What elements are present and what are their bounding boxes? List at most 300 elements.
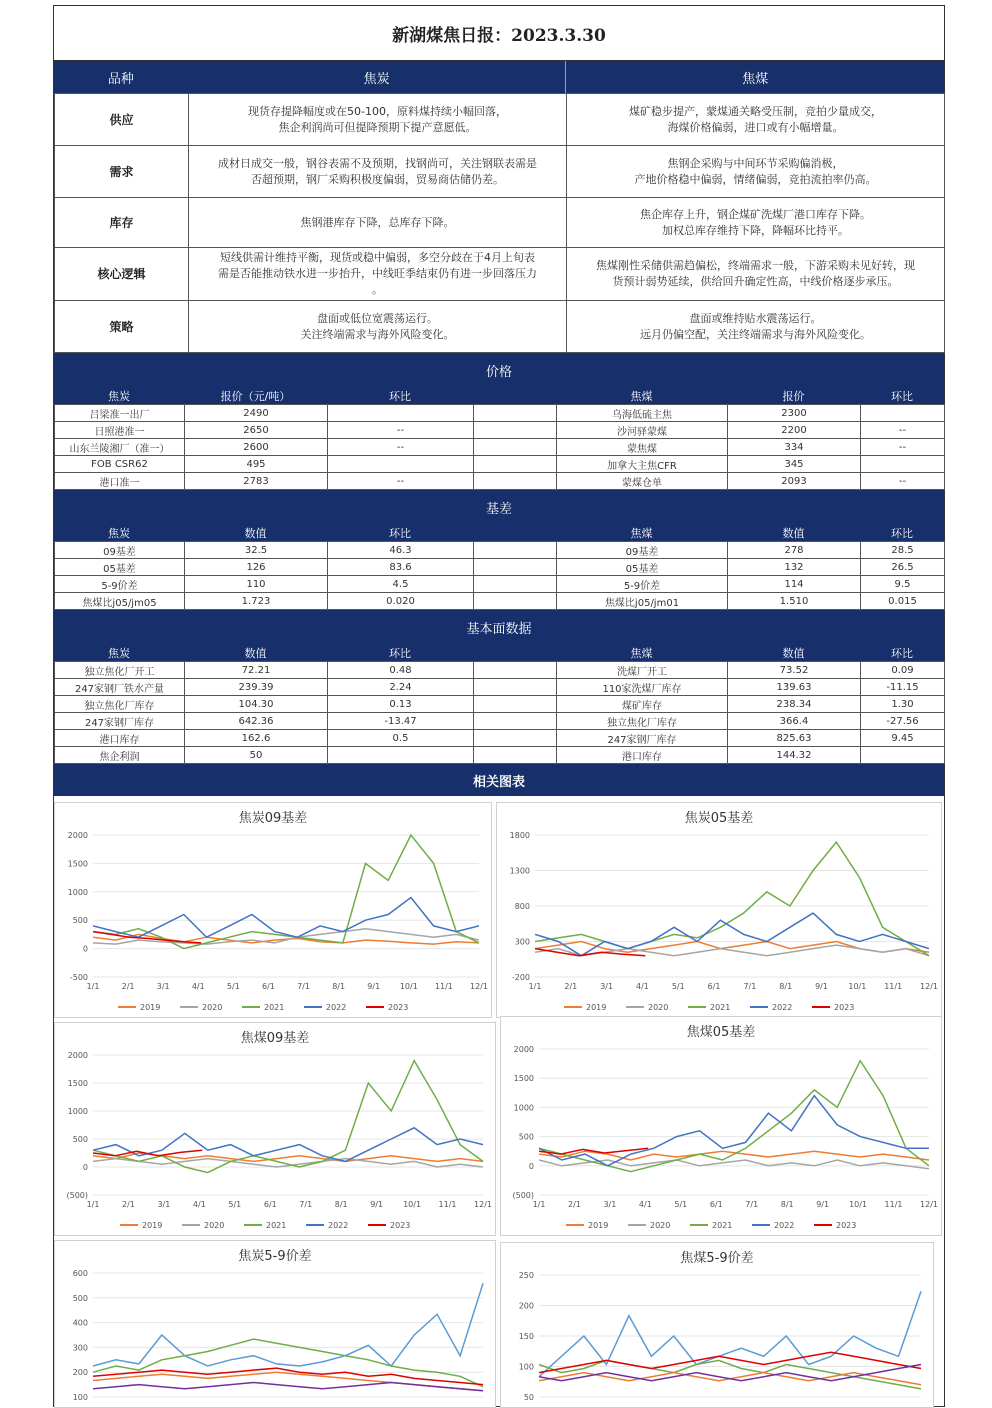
summary-cell-coal [567,146,945,198]
table-cell: 247家钢厂铁水产量 [55,679,185,696]
x-tick-label: 1/1 [86,1200,100,1209]
x-tick-label: 1/1 [86,982,100,991]
table-cell: 345 [728,456,861,473]
x-tick-label: 3/1 [600,982,614,991]
table-cell: 495 [185,456,328,473]
table-row [55,593,945,610]
y-tick-label: 800 [514,902,530,911]
table-cell: FOB CSR62 [55,456,185,473]
legend-label: 2020 [650,1221,671,1230]
chart-coal-09-basis [54,1022,496,1236]
table-cell: -- [861,439,945,456]
column-header: 焦炭 [108,526,130,540]
summary-row [55,301,945,353]
summary-cell-coal [567,248,945,301]
x-tick-label: 3/1 [603,1200,617,1209]
table-row [55,730,945,747]
table-cell: 9.5 [861,576,945,593]
y-tick-label: 150 [518,1332,534,1341]
summary-cell-coke [189,198,567,248]
table-cell: 5-9价差 [55,576,185,593]
table-cell: 1.510 [728,593,861,610]
summary-header [54,61,944,93]
legend-label: 2021 [264,1003,285,1012]
x-tick-label: 2/1 [121,982,135,991]
x-tick-label: 3/1 [157,1200,171,1209]
series-line [93,1372,483,1391]
table-cell: 洗煤厂开工 [557,662,728,679]
table-cell: 0.020 [328,593,474,610]
legend-label: 2020 [648,1003,669,1012]
price-table [54,404,945,490]
summary-cell-coke [189,301,567,353]
table-cell: 73.52 [728,662,861,679]
column-header: 焦煤 [630,526,653,540]
column-header: 焦煤 [630,389,653,403]
x-tick-label: 4/1 [191,982,205,991]
column-header: 焦炭 [108,646,130,660]
series-line [93,1383,483,1391]
series-line [93,1061,483,1173]
table-cell: 2300 [728,405,861,422]
table-cell: 独立焦化厂开工 [55,662,185,679]
fundamentals-header [54,644,944,661]
series-line [93,1150,202,1156]
x-tick-label: 2/1 [564,982,578,991]
x-tick-label: 7/1 [745,1200,759,1209]
y-tick-label: 1500 [67,1079,88,1088]
table-cell: 0.015 [861,593,945,610]
summary-row [55,94,945,146]
table-cell: 0.09 [861,662,945,679]
table-cell: 2490 [185,405,328,422]
y-tick-label: 1000 [67,1107,88,1116]
spacer-cell [474,405,557,422]
chart-coke-5-9-spread [54,1240,496,1408]
table-cell: 366.4 [728,713,861,730]
x-tick-label: 7/1 [299,1200,313,1209]
table-cell: 独立焦化厂库存 [55,696,185,713]
chart-coal-05-basis [500,1016,942,1236]
table-cell: 132 [728,559,861,576]
table-cell: 1.30 [861,696,945,713]
price-header [54,387,944,404]
summary-cell-coke [189,248,567,301]
x-tick-label: 12/1 [920,1200,938,1209]
y-tick-label: 400 [72,1318,88,1328]
table-cell: 50 [185,747,328,764]
y-tick-label: 1500 [67,859,88,869]
legend-label: 2019 [142,1221,163,1230]
table-cell: 0.48 [328,662,474,679]
y-tick-label: 2000 [513,1045,534,1054]
table-cell: 26.5 [861,559,945,576]
x-tick-label: 4/1 [636,982,649,991]
summary-line: 否超预期，钢厂采购积极度偏弱，贸易商估储仍差。 [251,172,504,186]
chart-coal-5-9-spread [500,1242,934,1408]
summary-row-label: 核心逻辑 [55,248,189,301]
price-band: 价格 [54,353,944,387]
column-header: 数值 [244,646,267,660]
summary-line: 关注终端需求与海外风险变化。 [300,327,455,341]
x-tick-label: 5/1 [228,1200,242,1209]
table-row [55,559,945,576]
table-cell: 0.13 [328,696,474,713]
table-cell: 乌海低硫主焦 [557,405,728,422]
table-row [55,679,945,696]
table-cell: 焦企利润 [55,747,185,764]
summary-line: 盘面或维持贴水震荡运行。 [689,311,822,325]
spacer-cell [474,559,557,576]
summary-row [55,146,945,198]
series-line [93,1283,483,1366]
legend-label: 2019 [586,1003,607,1012]
column-header: 数值 [782,646,805,660]
y-tick-label: 0 [528,1161,534,1171]
table-cell: 2650 [185,422,328,439]
column-header: 报价 [782,389,805,403]
spacer-cell [474,679,557,696]
table-cell: 247家钢厂库存 [55,713,185,730]
charts-area [54,796,944,1406]
table-cell: 2783 [185,473,328,490]
legend-label: 2022 [328,1221,349,1230]
summary-cell-coke [189,94,567,146]
x-tick-label: 8/1 [334,1200,348,1209]
table-cell: -- [328,422,474,439]
series-line [93,1128,483,1162]
table-cell: 05基差 [55,559,185,576]
table-cell: 239.39 [185,679,328,696]
table-cell: 72.21 [185,662,328,679]
y-tick-label: 100 [72,1393,88,1402]
summary-line: 煤矿稳步提产，蒙煤通关略受压制，竞拍少量成交， [629,104,882,118]
table-cell: -- [861,422,945,439]
x-tick-label: 8/1 [780,1200,794,1209]
y-tick-label: 500 [518,1132,534,1142]
charts-band: 相关图表 [54,764,944,796]
x-tick-label: 10/1 [399,982,418,991]
spacer-cell [474,576,557,593]
table-cell: 642.36 [185,713,328,730]
table-row [55,473,945,490]
column-header: 环比 [891,646,913,660]
table-cell: -27.56 [861,713,945,730]
legend-label: 2021 [712,1221,733,1230]
summary-line: 现货存提降幅度或在50-100，原料煤持续小幅回落， [248,104,507,118]
table-cell: -11.15 [861,679,945,696]
summary-cell-coal [567,301,945,353]
table-row [55,696,945,713]
table-cell: 126 [185,559,328,576]
spacer-cell [474,696,557,713]
chart-title: 焦炭05基差 [684,811,754,826]
y-tick-label: 1300 [509,866,530,876]
basis-table [54,541,945,610]
legend-label: 2022 [326,1003,347,1012]
table-cell: 蒙煤仓单 [557,473,728,490]
summary-line: 盘面或低位宽震荡运行。 [317,311,438,325]
table-cell: 蒙焦煤 [557,439,728,456]
y-tick-label: 2000 [67,1051,88,1060]
legend-label: 2022 [772,1003,793,1012]
table-cell: 46.3 [328,542,474,559]
table-cell: -- [328,439,474,456]
table-cell: 247家钢厂库存 [557,730,728,747]
table-cell [861,456,945,473]
y-tick-label: 300 [72,1343,88,1353]
column-header: 报价（元/吨） [220,389,291,403]
table-cell: 238.34 [728,696,861,713]
summary-header-coal: 焦煤 [565,61,944,93]
summary-line: 货预计弱势延续，供给回升确定性高，中线价格逐步承压。 [612,275,899,288]
x-tick-label: 5/1 [674,1200,688,1209]
summary-line: 需是否能推动铁水进一步抬升，中线旺季结束仍有进一步回落压力 [218,267,537,280]
fundamentals-table [54,661,945,764]
x-tick-label: 2/1 [568,1200,581,1209]
legend-label: 2023 [836,1221,857,1230]
spacer-cell [474,593,557,610]
chart-coke-09-basis [54,802,492,1018]
x-tick-label: 3/1 [156,982,170,991]
y-tick-label: -200 [511,973,530,982]
y-tick-label: -500 [69,973,88,982]
summary-header-variety: 品种 [107,71,134,87]
summary-line: 。 [372,283,383,296]
x-tick-label: 6/1 [263,1200,277,1209]
summary-line: 短线供需计维持平衡，现货或稳中偏弱，多空分歧在于4月上旬表 [220,251,535,264]
x-tick-label: 6/1 [707,982,721,991]
summary-line: 远月仍偏空配，关注终端需求与海外风险变化。 [640,327,871,341]
basis-band: 基差 [54,490,944,524]
summary-cell-coal [567,94,945,146]
y-tick-label: (500) [66,1191,88,1200]
table-cell: 港口库存 [55,730,185,747]
x-tick-label: 10/1 [403,1200,422,1209]
report-page [53,5,945,1407]
table-cell: 吕梁准一出厂 [55,405,185,422]
column-header: 环比 [389,646,411,660]
x-tick-label: 4/1 [638,1200,652,1209]
column-header: 环比 [891,526,913,540]
column-header: 焦煤 [630,646,653,660]
summary-line: 海煤价格偏弱，进口或有小幅增量。 [667,120,844,134]
summary-line: 产地价格稳中偏弱，情绪偏弱，竞拍流拍率仍高。 [634,172,877,186]
summary-table [54,93,945,353]
table-cell: 独立焦化厂库存 [557,713,728,730]
table-row [55,576,945,593]
summary-cell-coal [567,198,945,248]
table-cell: 4.5 [328,576,474,593]
table-cell: 334 [728,439,861,456]
table-cell: 焦煤比j05/jm05 [55,593,185,610]
spacer-cell [474,473,557,490]
summary-line: 成材日成交一般，钢谷表需不及预期，找钢尚可，关注钢联表需是 [218,156,537,170]
y-tick-label: 300 [514,937,530,947]
summary-line: 焦钢港库存下降，总库存下降。 [300,215,455,229]
column-header: 数值 [782,526,805,540]
table-row [55,456,945,473]
spacer-cell [474,662,557,679]
x-tick-label: 10/1 [849,1200,868,1209]
table-cell: 1.723 [185,593,328,610]
spacer-cell [474,456,557,473]
table-cell: -13.47 [328,713,474,730]
spacer-cell [474,730,557,747]
table-cell: 110 [185,576,328,593]
summary-row-label: 供应 [55,94,189,146]
summary-line: 焦煤刚性采储供需趋偏松，终端需求一般，下游采购未见好转，现 [596,259,915,272]
x-tick-label: 9/1 [367,982,381,991]
series-line [539,1352,921,1372]
column-header: 环比 [389,526,411,540]
summary-cell-coke [189,146,567,198]
table-row [55,542,945,559]
x-tick-label: 12/1 [474,1200,492,1209]
table-cell: 28.5 [861,542,945,559]
chart-title: 焦炭5-9价差 [238,1249,312,1264]
table-row [55,747,945,764]
table-cell: 加拿大主焦CFR [557,456,728,473]
x-tick-label: 11/1 [434,982,453,991]
column-header: 数值 [244,526,267,540]
summary-row-label: 需求 [55,146,189,198]
summary-line: 焦企利润尚可但提降预期下提产意愿低。 [278,120,477,134]
table-cell: 114 [728,576,861,593]
y-tick-label: 2000 [67,831,88,840]
spacer-cell [474,713,557,730]
column-header: 环比 [891,389,913,403]
y-tick-label: 1800 [509,831,530,840]
x-tick-label: 5/1 [226,982,240,991]
spacer-cell [474,747,557,764]
table-cell: 83.6 [328,559,474,576]
x-tick-label: 1/1 [528,982,542,991]
table-cell: 2093 [728,473,861,490]
table-cell: 09基差 [55,542,185,559]
x-tick-label: 2/1 [122,1200,135,1209]
legend-label: 2021 [266,1221,287,1230]
legend-label: 2019 [588,1221,609,1230]
series-line [93,898,479,938]
chart-coke-05-basis [496,802,942,1018]
table-cell: 沙河驿蒙煤 [557,422,728,439]
spacer-cell [474,439,557,456]
x-tick-label: 7/1 [297,982,310,991]
column-header: 环比 [389,389,411,403]
table-cell [328,456,474,473]
table-cell: 162.6 [185,730,328,747]
summary-row [55,248,945,301]
x-tick-label: 9/1 [816,1200,830,1209]
table-cell: 5-9价差 [557,576,728,593]
spacer-cell [474,422,557,439]
table-row [55,439,945,456]
legend-label: 2020 [204,1221,225,1230]
summary-line: 加权总库存维持下降，降幅环比持平。 [662,223,849,237]
y-tick-label: 1500 [513,1074,534,1084]
column-header: 焦炭 [108,389,130,403]
table-cell: 煤矿库存 [557,696,728,713]
table-cell: -- [861,473,945,490]
y-tick-label: 200 [72,1368,88,1378]
y-tick-label: 200 [518,1301,534,1311]
summary-line: 焦钢企采购与中间环节采购偏消极， [667,156,844,170]
summary-row-label: 库存 [55,198,189,248]
table-cell: 港口库存 [557,747,728,764]
table-cell: 2.24 [328,679,474,696]
y-tick-label: 500 [72,916,88,926]
table-cell: 104.30 [185,696,328,713]
legend-label: 2023 [834,1003,855,1012]
x-tick-label: 10/1 [848,982,867,991]
table-cell: 焦煤比j05/jm01 [557,593,728,610]
table-row [55,662,945,679]
x-tick-label: 7/1 [743,982,757,991]
table-cell: 港口准一 [55,473,185,490]
y-tick-label: 0 [82,944,88,954]
x-tick-label: 1/1 [532,1200,546,1209]
table-cell [328,405,474,422]
chart-title: 焦炭09基差 [238,811,308,826]
fundamentals-band: 基本面数据 [54,610,944,644]
table-cell: 32.5 [185,542,328,559]
y-tick-label: (500) [512,1191,534,1200]
legend-label: 2020 [202,1003,223,1012]
y-tick-label: 1000 [513,1103,534,1113]
basis-header [54,524,944,541]
chart-title: 焦煤09基差 [240,1031,310,1046]
y-tick-label: 100 [518,1362,534,1372]
table-row [55,713,945,730]
summary-row [55,198,945,248]
table-cell [861,405,945,422]
x-tick-label: 9/1 [815,982,828,991]
table-cell: 山东兰陵湘厂（准一） [55,439,185,456]
x-tick-label: 6/1 [709,1200,723,1209]
y-tick-label: 600 [72,1269,88,1278]
table-row [55,405,945,422]
x-tick-label: 9/1 [370,1200,384,1209]
table-cell: 09基差 [557,542,728,559]
table-cell: 05基差 [557,559,728,576]
table-cell: 9.45 [861,730,945,747]
y-tick-label: 250 [518,1271,534,1280]
x-tick-label: 11/1 [438,1200,457,1209]
x-tick-label: 12/1 [920,982,938,991]
table-cell: 110家洗煤厂库存 [557,679,728,696]
x-tick-label: 6/1 [262,982,275,991]
x-tick-label: 11/1 [884,982,903,991]
x-tick-label: 12/1 [470,982,488,991]
y-tick-label: 500 [72,1135,88,1144]
table-row [55,422,945,439]
table-cell: 278 [728,542,861,559]
table-cell: 0.5 [328,730,474,747]
table-cell: 2600 [185,439,328,456]
y-tick-label: 50 [523,1393,534,1402]
chart-title: 焦煤05基差 [686,1025,756,1040]
table-cell [861,747,945,764]
table-cell [328,747,474,764]
legend-label: 2023 [388,1003,409,1012]
legend-label: 2023 [390,1221,411,1230]
page-title: 新湖煤焦日报：2023.3.30 [54,6,944,61]
y-tick-label: 500 [72,1293,88,1303]
table-cell: 144.32 [728,747,861,764]
y-tick-label: 1000 [67,887,88,897]
legend-label: 2022 [774,1221,795,1230]
